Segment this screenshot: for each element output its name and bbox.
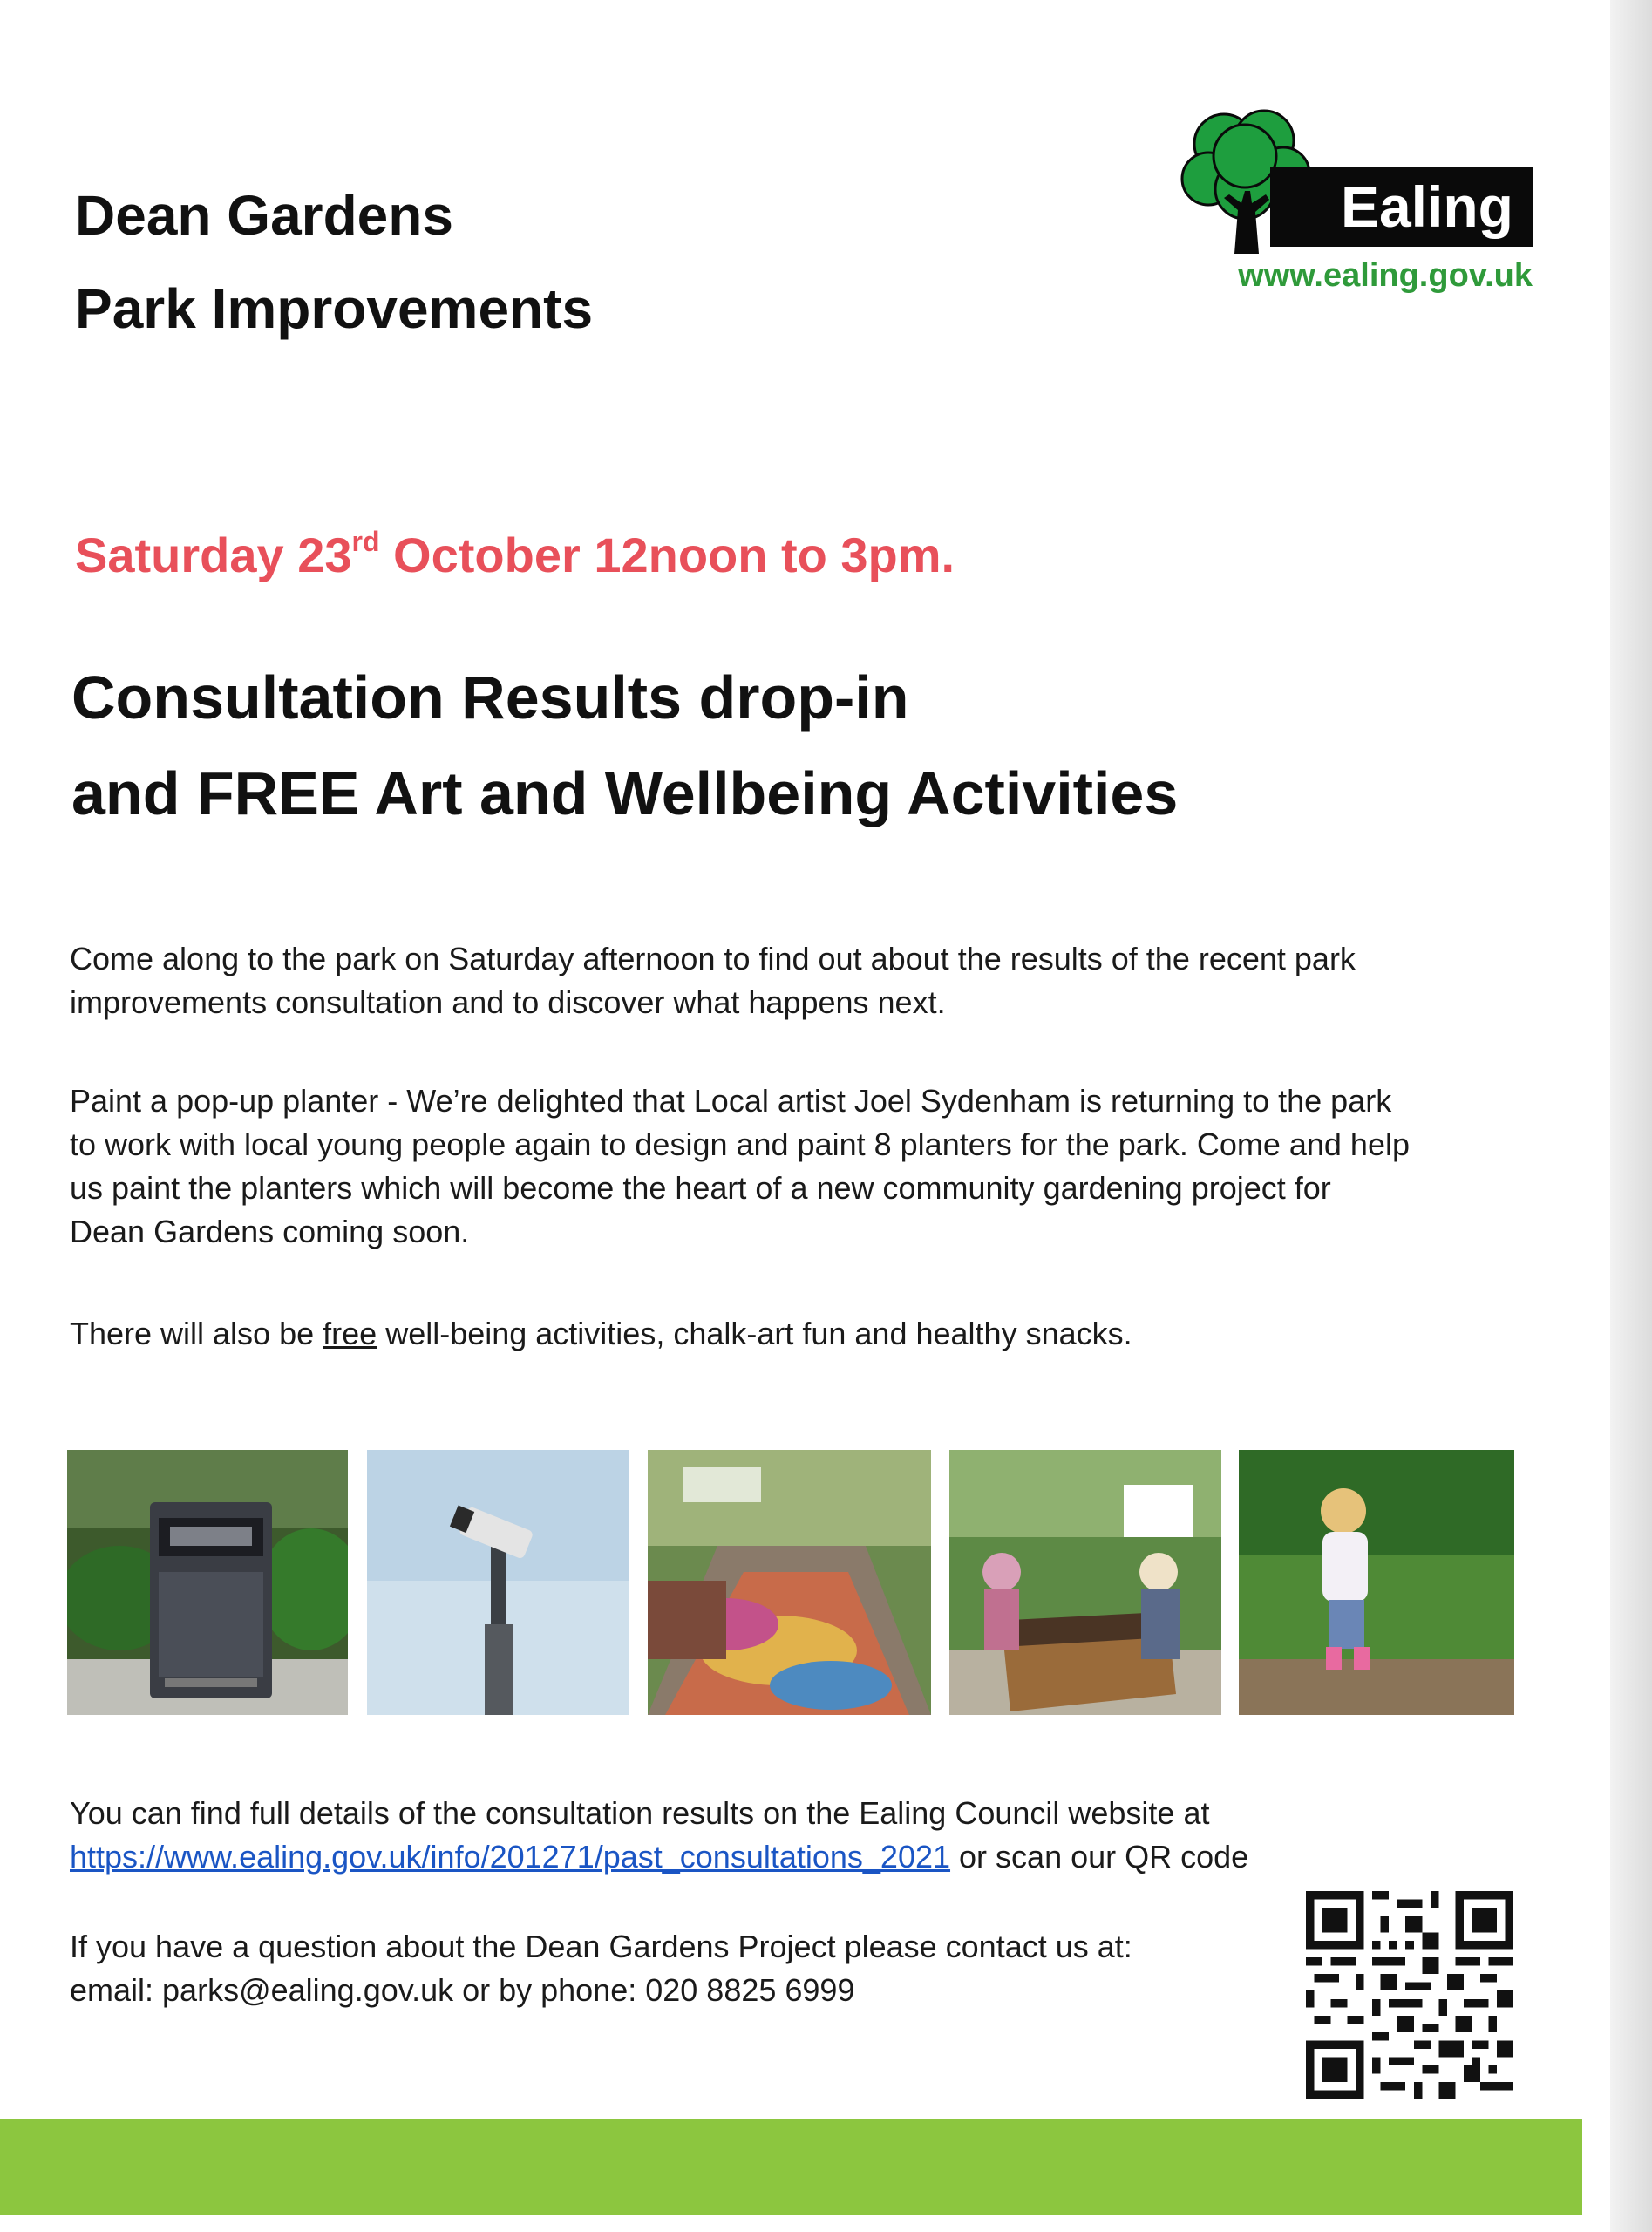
details-paragraph: You can find full details of the consultation results on the Ealing Council website at https://www.ealing.gov.uk/info/201271/past_consultations_2021 or scan our QR code (70, 1795, 1249, 1875)
page-edge-shadow (1610, 0, 1652, 2232)
title-line-1: Dean Gardens (75, 184, 453, 247)
cctv-camera-photo (367, 1450, 629, 1715)
ealing-wordmark: Ealing (1270, 167, 1533, 247)
planter-paragraph: Paint a pop-up planter - We’re delighted that Local artist Joel Sydenham is returning to the park to work with local young people again to design and paint 8 planters for the park. Come and help us paint the planters which will become the heart of a new community gardening project for Dean Gardens coming soon. (70, 1083, 1410, 1249)
ealing-url: www.ealing.gov.uk (1238, 257, 1533, 294)
consultation-link[interactable]: https://www.ealing.gov.uk/info/201271/past_consultations_2021 (70, 1839, 951, 1875)
intro-paragraph: Come along to the park on Saturday afternoon to find out about the results of the recent park improvements consultation and to discover what happens next. (70, 941, 1356, 1020)
title-line-2: Park Improvements (75, 277, 594, 340)
community-gardening-photo (949, 1450, 1221, 1715)
ealing-logo (1179, 107, 1533, 299)
heading-line-2: and FREE Art and Wellbeing Activities (71, 759, 1179, 827)
smart-bin-photo (67, 1450, 348, 1715)
heading-line-1: Consultation Results drop-in (71, 663, 909, 732)
footer-green-bar (0, 2119, 1582, 2215)
chalk-art-photo (648, 1450, 931, 1715)
contact-paragraph: If you have a question about the Dean Gardens Project please contact us at: email: parks@ealing.gov.uk or by phone: 020 8825 6999 (70, 1929, 1132, 2008)
qr-code-icon (1306, 1891, 1513, 2099)
activities-paragraph: There will also be free well-being activities, chalk-art fun and healthy snacks. (70, 1316, 1132, 1351)
child-in-park-photo (1239, 1450, 1514, 1715)
event-date: Saturday 23rd October 12noon to 3pm. (75, 526, 955, 582)
